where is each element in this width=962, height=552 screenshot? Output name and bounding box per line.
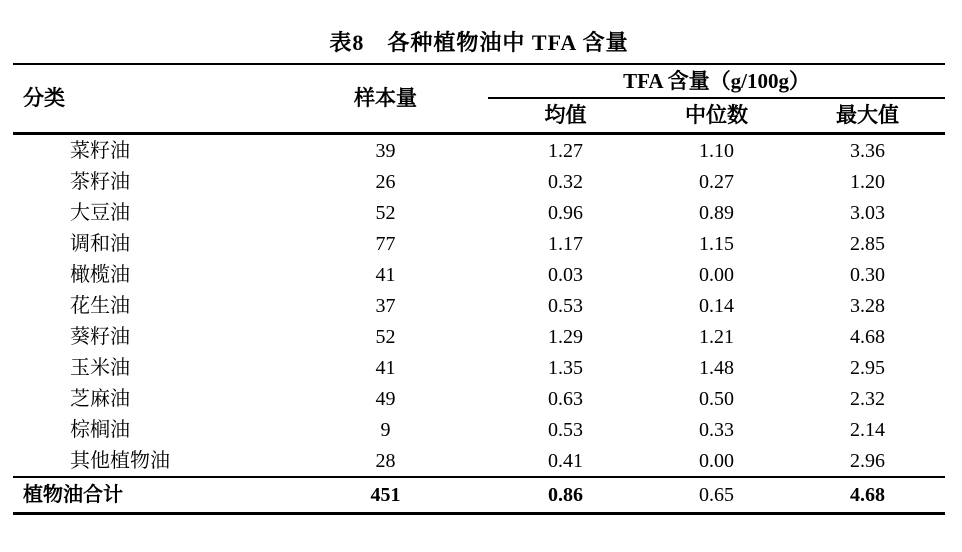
table-row-blended-oil xyxy=(13,228,945,259)
row-category: 花生油 xyxy=(70,294,130,317)
table-row-sesame-oil xyxy=(13,383,945,414)
row-category: 调和油 xyxy=(70,232,130,255)
row-median: 0.00 xyxy=(699,449,734,472)
row-category: 葵籽油 xyxy=(70,325,130,348)
table-row-palm-oil xyxy=(13,414,945,445)
col-header-mean: 均值 xyxy=(544,103,587,127)
table-row-other-vegetable-oil xyxy=(13,445,945,477)
row-max: 0.30 xyxy=(850,263,886,286)
row-sample-size: 26 xyxy=(375,170,396,193)
row-mean: 0.53 xyxy=(548,294,583,317)
row-category: 茶籽油 xyxy=(70,170,130,193)
row-median: 0.33 xyxy=(699,418,734,441)
row-max: 3.03 xyxy=(850,201,886,224)
row-mean: 1.35 xyxy=(548,356,583,379)
tfa-content-table xyxy=(13,63,945,515)
row-max: 2.32 xyxy=(850,387,886,410)
row-median: 0.00 xyxy=(699,263,734,286)
row-median: 1.15 xyxy=(699,232,734,255)
row-category: 菜籽油 xyxy=(70,139,130,162)
table-row-peanut-oil xyxy=(13,290,945,321)
row-category: 玉米油 xyxy=(70,356,130,379)
col-header-tfa-group: TFA 含量（g/100g） xyxy=(488,64,945,98)
row-category: 大豆油 xyxy=(70,201,130,224)
row-mean: 0.32 xyxy=(548,170,583,193)
col-header-sample-size: 样本量 xyxy=(354,86,417,110)
col-header-median: 中位数 xyxy=(685,103,748,127)
row-mean: 1.27 xyxy=(548,139,583,162)
total-median: 0.65 xyxy=(699,484,734,506)
col-header-category: 分类 xyxy=(23,86,65,110)
row-median: 1.48 xyxy=(699,356,734,379)
row-mean: 0.96 xyxy=(548,201,583,224)
total-max: 4.68 xyxy=(850,484,886,506)
row-sample-size: 9 xyxy=(380,418,391,441)
row-mean: 1.29 xyxy=(548,325,583,348)
row-mean: 0.63 xyxy=(548,387,583,410)
row-sample-size: 49 xyxy=(375,387,396,410)
table-header xyxy=(13,64,945,134)
row-sample-size: 39 xyxy=(375,139,396,162)
row-median: 0.14 xyxy=(699,294,734,317)
row-max: 4.68 xyxy=(850,325,886,348)
row-mean: 0.03 xyxy=(548,263,583,286)
row-sample-size: 52 xyxy=(375,201,396,224)
table-row-corn-oil xyxy=(13,352,945,383)
row-sample-size: 41 xyxy=(375,263,396,286)
row-median: 0.89 xyxy=(699,201,734,224)
header-row-group xyxy=(13,64,945,98)
total-sample-size: 451 xyxy=(370,484,401,506)
row-category: 橄榄油 xyxy=(70,263,130,286)
row-sample-size: 41 xyxy=(375,356,396,379)
table-row-rapeseed-oil xyxy=(13,134,945,167)
total-category: 植物油合计 xyxy=(23,484,123,506)
table-row-total xyxy=(13,477,945,514)
row-median: 1.10 xyxy=(699,139,734,162)
row-sample-size: 52 xyxy=(375,325,396,348)
row-category: 其他植物油 xyxy=(70,449,170,472)
row-category: 棕榈油 xyxy=(70,418,130,441)
table-title: 表8 各种植物油中 TFA 含量 xyxy=(329,30,629,55)
table-row-camellia-oil xyxy=(13,166,945,197)
row-sample-size: 37 xyxy=(375,294,396,317)
row-sample-size: 77 xyxy=(375,232,396,255)
table-row-soybean-oil xyxy=(13,197,945,228)
total-mean: 0.86 xyxy=(548,484,583,506)
row-max: 3.28 xyxy=(850,294,886,317)
row-max: 2.14 xyxy=(850,418,886,441)
row-max: 3.36 xyxy=(850,139,886,162)
table-body xyxy=(13,134,945,514)
row-mean: 0.53 xyxy=(548,418,583,441)
col-header-max: 最大值 xyxy=(836,103,900,127)
row-median: 0.27 xyxy=(699,170,734,193)
row-median: 0.50 xyxy=(699,387,734,410)
row-max: 2.96 xyxy=(850,449,886,472)
table-row-olive-oil xyxy=(13,259,945,290)
table-row-sunflower-seed-oil xyxy=(13,321,945,352)
row-mean: 1.17 xyxy=(548,232,583,255)
row-mean: 0.41 xyxy=(548,449,583,472)
row-median: 1.21 xyxy=(699,325,734,348)
row-category: 芝麻油 xyxy=(70,387,130,410)
row-max: 2.95 xyxy=(850,356,886,379)
row-sample-size: 28 xyxy=(375,449,396,472)
row-max: 2.85 xyxy=(850,232,886,255)
row-max: 1.20 xyxy=(850,170,886,193)
